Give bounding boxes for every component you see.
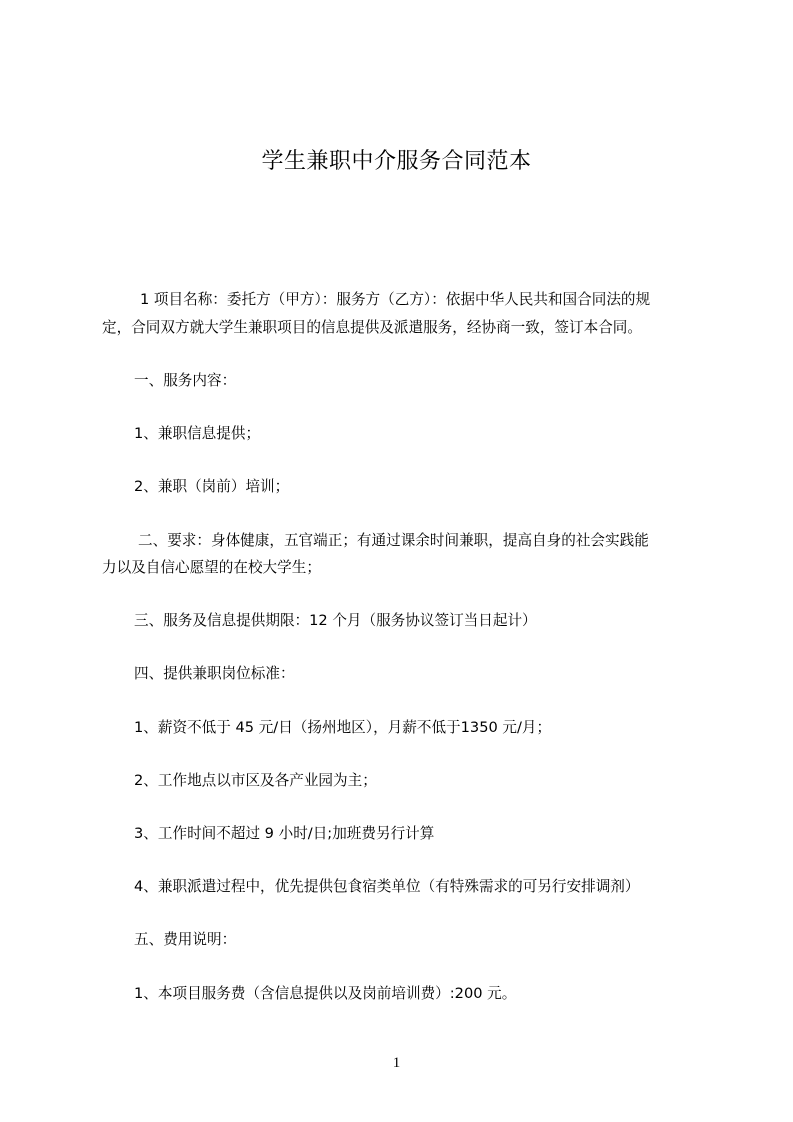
list-item: 2、兼职（岗前）培训； (134, 478, 290, 495)
paragraph-line: 定，合同双方就大学生兼职项目的信息提供及派遣服务，经协商一致，签订本合同。 (102, 319, 642, 336)
list-item: 2、工作地点以市区及各产业园为主； (134, 772, 377, 789)
section-heading: 三、服务及信息提供期限：12 个月（服务协议签订当日起计） (134, 612, 537, 629)
section-heading: 四、提供兼职岗位标准： (134, 665, 295, 682)
page-number: 1 (392, 1055, 401, 1071)
section-heading: 一、服务内容： (134, 372, 237, 389)
section-heading: 五、费用说明： (134, 931, 237, 948)
list-item: 1、兼职信息提供； (134, 425, 261, 442)
section-heading: 二、要求：身体健康，五官端正；有通过课余时间兼职，提高自身的社会实践能 (138, 532, 649, 549)
list-item: 1、薪资不低于 45 元/日（扬州地区），月薪不低于1350 元/月； (134, 719, 552, 736)
list-item: 3、工作时间不超过 9 小时/日;加班费另行计算 (134, 825, 435, 842)
list-item: 1、本项目服务费（含信息提供以及岗前培训费）:200 元。 (134, 985, 517, 1002)
paragraph-line: 力以及自信心愿望的在校大学生； (102, 559, 321, 576)
list-item: 4、兼职派遣过程中，优先提供包食宿类单位（有特殊需求的可另行安排调剂） (134, 878, 640, 895)
paragraph-line: 1 项目名称：委托方（甲方）：服务方（乙方）：依据中华人民共和国合同法的规 (140, 291, 651, 308)
document-title: 学生兼职中介服务合同范本 (261, 149, 532, 174)
